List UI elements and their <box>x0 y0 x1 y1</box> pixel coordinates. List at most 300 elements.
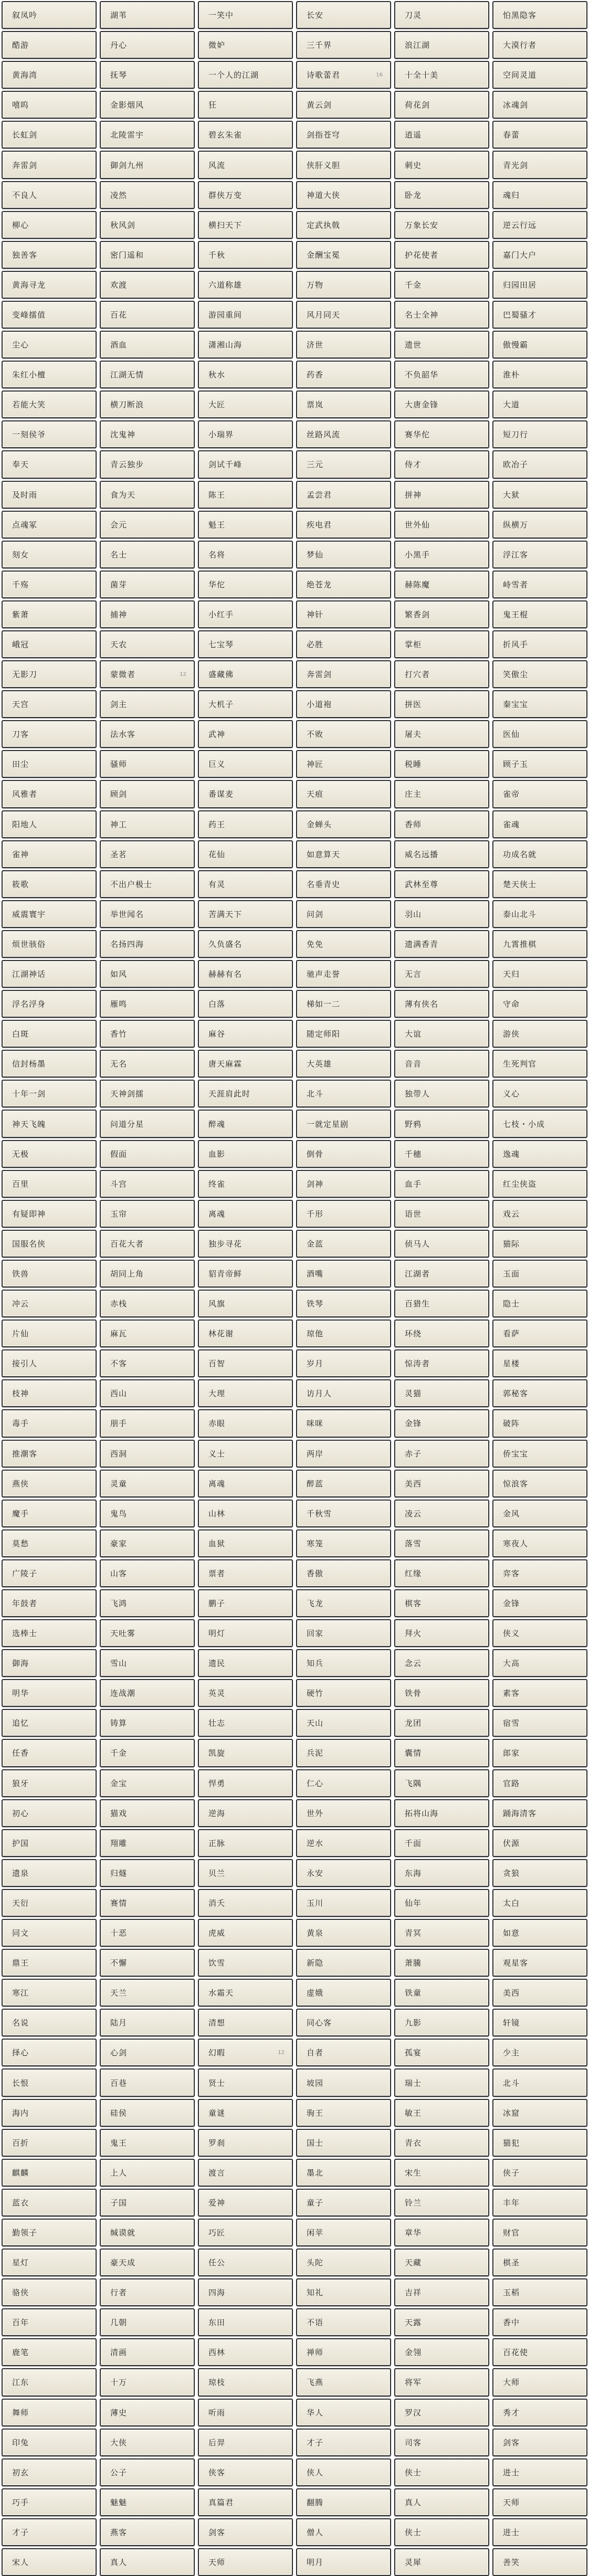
title-cell[interactable] <box>100 1979 195 2007</box>
title-cell[interactable] <box>296 1649 391 1677</box>
title-cell[interactable] <box>198 1170 293 1198</box>
title-cell[interactable] <box>492 2099 587 2127</box>
title-cell[interactable] <box>198 2458 293 2486</box>
title-cell[interactable] <box>492 1679 587 1707</box>
title-cell[interactable] <box>100 301 195 329</box>
title-cell[interactable] <box>296 870 391 898</box>
title-cell[interactable] <box>296 2399 391 2426</box>
title-cell[interactable] <box>394 1859 489 1887</box>
title-cell[interactable] <box>100 2129 195 2157</box>
title-cell[interactable] <box>492 2488 587 2516</box>
title-cell[interactable] <box>100 1829 195 1857</box>
title-cell[interactable] <box>198 690 293 718</box>
title-cell[interactable] <box>394 31 489 59</box>
title-cell[interactable] <box>198 2488 293 2516</box>
title-cell[interactable] <box>394 960 489 988</box>
title-cell[interactable] <box>296 2518 391 2546</box>
title-cell[interactable] <box>2 840 97 868</box>
title-cell[interactable] <box>198 1200 293 1228</box>
title-cell[interactable] <box>296 2099 391 2127</box>
title-cell[interactable] <box>2 1319 97 1347</box>
title-cell[interactable] <box>100 2278 195 2306</box>
title-cell[interactable] <box>198 1919 293 1947</box>
title-cell[interactable] <box>2 2458 97 2486</box>
title-cell[interactable] <box>100 1379 195 1407</box>
title-cell[interactable] <box>198 1260 293 1287</box>
title-cell[interactable] <box>492 481 587 509</box>
title-cell[interactable] <box>2 61 97 89</box>
title-cell[interactable] <box>296 2488 391 2516</box>
title-cell[interactable] <box>394 1829 489 1857</box>
title-cell[interactable] <box>100 1349 195 1377</box>
title-cell[interactable] <box>394 1949 489 1977</box>
title-cell[interactable] <box>100 990 195 1018</box>
title-cell[interactable] <box>394 990 489 1018</box>
title-cell[interactable] <box>2 151 97 178</box>
title-cell[interactable] <box>198 61 293 89</box>
title-cell[interactable] <box>198 1409 293 1437</box>
title-cell[interactable] <box>492 1799 587 1827</box>
title-cell[interactable] <box>100 720 195 748</box>
title-cell[interactable] <box>198 2009 293 2036</box>
title-cell[interactable] <box>492 1440 587 1468</box>
title-cell[interactable] <box>296 1679 391 1707</box>
title-cell[interactable] <box>198 1799 293 1827</box>
title-cell[interactable] <box>198 1140 293 1168</box>
title-cell[interactable] <box>394 930 489 958</box>
title-cell[interactable] <box>296 1230 391 1258</box>
title-cell[interactable] <box>492 1829 587 1857</box>
title-cell[interactable] <box>2 990 97 1018</box>
title-cell[interactable] <box>2 1739 97 1767</box>
title-cell[interactable] <box>2 1769 97 1797</box>
title-cell[interactable] <box>100 840 195 868</box>
title-cell[interactable] <box>100 121 195 149</box>
title-cell[interactable] <box>296 271 391 299</box>
title-cell[interactable] <box>100 870 195 898</box>
title-cell[interactable] <box>2 2219 97 2246</box>
title-cell[interactable] <box>2 1170 97 1198</box>
title-cell[interactable] <box>100 660 195 688</box>
title-cell[interactable] <box>2 271 97 299</box>
title-cell[interactable] <box>492 1739 587 1767</box>
title-cell[interactable] <box>394 2189 489 2216</box>
title-cell[interactable] <box>2 1050 97 1078</box>
title-cell[interactable] <box>492 2039 587 2066</box>
title-cell[interactable] <box>2 2099 97 2127</box>
title-cell[interactable] <box>2 1200 97 1228</box>
title-cell[interactable] <box>100 1649 195 1677</box>
title-cell[interactable] <box>296 1050 391 1078</box>
title-cell[interactable] <box>492 2458 587 2486</box>
title-cell[interactable] <box>100 1140 195 1168</box>
title-cell[interactable] <box>296 1500 391 1527</box>
title-cell[interactable] <box>296 900 391 928</box>
title-cell[interactable] <box>492 1559 587 1587</box>
title-cell[interactable] <box>296 481 391 509</box>
title-cell[interactable] <box>198 390 293 418</box>
title-cell[interactable] <box>2 1529 97 1557</box>
title-cell[interactable] <box>296 31 391 59</box>
title-cell[interactable] <box>198 2278 293 2306</box>
title-cell[interactable] <box>492 900 587 928</box>
title-cell[interactable] <box>100 181 195 209</box>
title-cell[interactable] <box>492 151 587 178</box>
title-cell[interactable] <box>296 990 391 1018</box>
title-cell[interactable] <box>394 211 489 239</box>
title-cell[interactable] <box>296 1470 391 1497</box>
title-cell[interactable] <box>198 1889 293 1917</box>
title-cell[interactable] <box>2 31 97 59</box>
title-cell[interactable] <box>100 390 195 418</box>
title-cell[interactable] <box>2 1559 97 1587</box>
title-cell[interactable] <box>2 420 97 448</box>
title-cell[interactable] <box>2 1440 97 1468</box>
title-cell[interactable] <box>492 1349 587 1377</box>
title-cell[interactable] <box>2 810 97 838</box>
title-cell[interactable] <box>198 301 293 329</box>
title-cell[interactable] <box>100 2399 195 2426</box>
title-cell[interactable] <box>492 750 587 778</box>
title-cell[interactable] <box>198 2518 293 2546</box>
title-cell[interactable] <box>100 1919 195 1947</box>
title-cell[interactable] <box>198 930 293 958</box>
title-cell[interactable] <box>394 301 489 329</box>
title-cell[interactable] <box>492 2068 587 2096</box>
title-cell[interactable] <box>100 1529 195 1557</box>
title-cell[interactable] <box>492 331 587 358</box>
title-cell[interactable] <box>492 840 587 868</box>
title-cell[interactable] <box>2 301 97 329</box>
title-cell[interactable] <box>296 1589 391 1617</box>
title-cell[interactable] <box>2 331 97 358</box>
title-cell[interactable] <box>296 2039 391 2066</box>
title-cell[interactable] <box>2 1589 97 1617</box>
title-cell[interactable] <box>492 1 587 29</box>
title-cell[interactable] <box>394 1979 489 2007</box>
title-cell[interactable] <box>2 1979 97 2007</box>
title-cell[interactable] <box>394 1080 489 1107</box>
title-cell[interactable] <box>296 1319 391 1347</box>
title-cell[interactable] <box>100 1949 195 1977</box>
title-cell[interactable] <box>198 840 293 868</box>
title-cell[interactable] <box>492 1140 587 1168</box>
title-cell[interactable] <box>100 2159 195 2187</box>
title-cell[interactable] <box>100 1470 195 1497</box>
title-cell[interactable] <box>296 1290 391 1317</box>
title-cell[interactable] <box>492 271 587 299</box>
title-cell[interactable] <box>2 690 97 718</box>
title-cell[interactable] <box>492 630 587 658</box>
title-cell[interactable] <box>492 1319 587 1347</box>
title-cell[interactable] <box>198 1500 293 1527</box>
title-cell[interactable] <box>394 2518 489 2546</box>
title-cell[interactable] <box>198 2338 293 2366</box>
title-cell[interactable] <box>394 2039 489 2066</box>
title-cell[interactable] <box>492 571 587 598</box>
title-cell[interactable] <box>100 2518 195 2546</box>
title-cell[interactable] <box>492 2308 587 2336</box>
title-cell[interactable] <box>198 630 293 658</box>
title-cell[interactable] <box>198 2129 293 2157</box>
title-cell[interactable] <box>2 660 97 688</box>
title-cell[interactable] <box>198 361 293 388</box>
title-cell[interactable] <box>100 450 195 478</box>
title-cell[interactable] <box>394 1619 489 1647</box>
title-cell[interactable] <box>100 960 195 988</box>
title-cell[interactable] <box>394 2099 489 2127</box>
title-cell[interactable] <box>2 1349 97 1377</box>
title-cell[interactable] <box>100 31 195 59</box>
title-cell[interactable] <box>394 181 489 209</box>
title-cell[interactable] <box>198 1559 293 1587</box>
title-cell[interactable] <box>296 600 391 628</box>
title-cell[interactable] <box>492 960 587 988</box>
title-cell[interactable] <box>394 2219 489 2246</box>
title-cell[interactable] <box>198 1230 293 1258</box>
title-cell[interactable] <box>198 2039 293 2066</box>
title-cell[interactable] <box>394 750 489 778</box>
title-cell[interactable] <box>394 1409 489 1437</box>
title-cell[interactable] <box>2 2518 97 2546</box>
title-cell[interactable] <box>198 750 293 778</box>
title-cell[interactable] <box>492 1979 587 2007</box>
title-cell[interactable] <box>2 900 97 928</box>
title-cell[interactable] <box>394 1470 489 1497</box>
title-cell[interactable] <box>100 2189 195 2216</box>
title-cell[interactable] <box>394 1379 489 1407</box>
title-cell[interactable] <box>492 2518 587 2546</box>
title-cell[interactable] <box>296 2278 391 2306</box>
title-cell[interactable] <box>492 2248 587 2276</box>
title-cell[interactable] <box>100 1440 195 1468</box>
title-cell[interactable] <box>100 690 195 718</box>
title-cell[interactable] <box>296 1949 391 1977</box>
title-cell[interactable] <box>394 1500 489 1527</box>
title-cell[interactable] <box>198 1679 293 1707</box>
title-cell[interactable] <box>198 481 293 509</box>
title-cell[interactable] <box>2 181 97 209</box>
title-cell[interactable] <box>198 271 293 299</box>
title-cell[interactable] <box>100 1739 195 1767</box>
title-cell[interactable] <box>198 331 293 358</box>
title-cell[interactable] <box>394 1440 489 1468</box>
title-cell[interactable] <box>100 1080 195 1107</box>
title-cell[interactable] <box>296 930 391 958</box>
title-cell[interactable] <box>2 1919 97 1947</box>
title-cell[interactable] <box>492 241 587 269</box>
title-cell[interactable] <box>492 1500 587 1527</box>
title-cell[interactable] <box>296 2548 391 2576</box>
title-cell[interactable] <box>100 151 195 178</box>
title-cell[interactable] <box>100 1679 195 1707</box>
title-cell[interactable] <box>394 1739 489 1767</box>
title-cell[interactable] <box>198 1649 293 1677</box>
title-cell[interactable] <box>198 450 293 478</box>
title-cell[interactable] <box>2 450 97 478</box>
title-cell[interactable] <box>198 660 293 688</box>
title-cell[interactable] <box>100 1619 195 1647</box>
title-cell[interactable] <box>198 181 293 209</box>
title-cell[interactable] <box>394 1889 489 1917</box>
title-cell[interactable] <box>296 1709 391 1737</box>
title-cell[interactable] <box>296 121 391 149</box>
title-cell[interactable] <box>492 450 587 478</box>
title-cell[interactable] <box>296 361 391 388</box>
title-cell[interactable] <box>296 660 391 688</box>
title-cell[interactable] <box>492 660 587 688</box>
title-cell[interactable] <box>394 2488 489 2516</box>
title-cell[interactable] <box>394 1110 489 1137</box>
title-cell[interactable] <box>394 2159 489 2187</box>
title-cell[interactable] <box>100 1799 195 1827</box>
title-cell[interactable] <box>2 1619 97 1647</box>
title-cell[interactable] <box>296 960 391 988</box>
title-cell[interactable] <box>296 541 391 568</box>
title-cell[interactable] <box>492 2368 587 2396</box>
title-cell[interactable] <box>2 2308 97 2336</box>
title-cell[interactable] <box>296 2068 391 2096</box>
title-cell[interactable] <box>296 2009 391 2036</box>
title-cell[interactable] <box>394 361 489 388</box>
title-cell[interactable] <box>100 420 195 448</box>
title-cell[interactable] <box>492 2429 587 2456</box>
title-cell[interactable] <box>100 750 195 778</box>
title-cell[interactable] <box>394 331 489 358</box>
title-cell[interactable] <box>296 91 391 119</box>
title-cell[interactable] <box>492 2338 587 2366</box>
title-cell[interactable] <box>394 1290 489 1317</box>
title-cell[interactable] <box>394 121 489 149</box>
title-cell[interactable] <box>492 1110 587 1137</box>
title-cell[interactable] <box>198 1949 293 1977</box>
title-cell[interactable] <box>198 1 293 29</box>
title-cell[interactable] <box>100 1110 195 1137</box>
title-cell[interactable] <box>492 1529 587 1557</box>
title-cell[interactable] <box>296 390 391 418</box>
title-cell[interactable] <box>100 2458 195 2486</box>
title-cell[interactable] <box>2 511 97 539</box>
title-cell[interactable] <box>492 1260 587 1287</box>
title-cell[interactable] <box>100 630 195 658</box>
title-cell[interactable] <box>198 2159 293 2187</box>
title-cell[interactable] <box>296 450 391 478</box>
title-cell[interactable] <box>100 2099 195 2127</box>
title-cell[interactable] <box>394 870 489 898</box>
title-cell[interactable] <box>296 1619 391 1647</box>
title-cell[interactable] <box>2 241 97 269</box>
title-cell[interactable] <box>198 2189 293 2216</box>
title-cell[interactable] <box>296 2219 391 2246</box>
title-cell[interactable] <box>492 181 587 209</box>
title-cell[interactable] <box>198 151 293 178</box>
title-cell[interactable] <box>296 1769 391 1797</box>
title-cell[interactable] <box>2 2399 97 2426</box>
title-cell[interactable] <box>296 151 391 178</box>
title-cell[interactable] <box>198 2399 293 2426</box>
title-cell[interactable] <box>100 2219 195 2246</box>
title-cell[interactable] <box>492 91 587 119</box>
title-cell[interactable] <box>394 900 489 928</box>
title-cell[interactable] <box>296 2248 391 2276</box>
title-cell[interactable] <box>492 2219 587 2246</box>
title-cell[interactable] <box>296 720 391 748</box>
title-cell[interactable] <box>2 750 97 778</box>
title-cell[interactable] <box>2 930 97 958</box>
title-cell[interactable] <box>198 1110 293 1137</box>
title-cell[interactable] <box>2 870 97 898</box>
title-cell[interactable] <box>296 241 391 269</box>
title-cell[interactable] <box>492 1170 587 1198</box>
title-cell[interactable] <box>100 1559 195 1587</box>
title-cell[interactable] <box>492 361 587 388</box>
title-cell[interactable] <box>296 1529 391 1557</box>
title-cell[interactable] <box>2 541 97 568</box>
title-cell[interactable] <box>492 121 587 149</box>
title-cell[interactable] <box>100 930 195 958</box>
title-cell[interactable] <box>198 900 293 928</box>
title-cell[interactable] <box>394 1050 489 1078</box>
title-cell[interactable] <box>198 960 293 988</box>
title-cell[interactable] <box>394 1020 489 1048</box>
title-cell[interactable] <box>198 1050 293 1078</box>
title-cell[interactable] <box>2 2429 97 2456</box>
title-cell[interactable] <box>394 690 489 718</box>
title-cell[interactable] <box>2 1649 97 1677</box>
title-cell[interactable] <box>198 600 293 628</box>
title-cell[interactable] <box>492 870 587 898</box>
title-cell[interactable] <box>492 1200 587 1228</box>
title-cell[interactable] <box>394 840 489 868</box>
title-cell[interactable] <box>100 1260 195 1287</box>
title-cell[interactable] <box>198 1290 293 1317</box>
title-cell[interactable] <box>296 331 391 358</box>
title-cell[interactable] <box>296 1170 391 1198</box>
title-cell[interactable] <box>2 2278 97 2306</box>
title-cell[interactable] <box>198 2368 293 2396</box>
title-cell[interactable] <box>2 720 97 748</box>
title-cell[interactable] <box>394 1679 489 1707</box>
title-cell[interactable] <box>100 1230 195 1258</box>
title-cell[interactable] <box>492 2548 587 2576</box>
title-cell[interactable] <box>492 1889 587 1917</box>
title-cell[interactable] <box>492 390 587 418</box>
title-cell[interactable] <box>296 1859 391 1887</box>
title-cell[interactable] <box>100 91 195 119</box>
title-cell[interactable] <box>394 720 489 748</box>
title-cell[interactable] <box>394 2368 489 2396</box>
title-cell[interactable] <box>394 1170 489 1198</box>
title-cell[interactable] <box>394 1709 489 1737</box>
title-cell[interactable] <box>492 2399 587 2426</box>
title-cell[interactable] <box>100 1050 195 1078</box>
title-cell[interactable] <box>296 690 391 718</box>
title-cell[interactable] <box>296 1 391 29</box>
title-cell[interactable] <box>2 481 97 509</box>
title-cell[interactable] <box>394 450 489 478</box>
title-cell[interactable] <box>492 1409 587 1437</box>
title-cell[interactable] <box>100 2488 195 2516</box>
title-cell[interactable] <box>100 2009 195 2036</box>
title-cell[interactable] <box>100 2308 195 2336</box>
title-cell[interactable] <box>394 2129 489 2157</box>
title-cell[interactable] <box>296 840 391 868</box>
title-cell[interactable] <box>492 2009 587 2036</box>
title-cell[interactable] <box>100 331 195 358</box>
title-cell[interactable] <box>2 1889 97 1917</box>
title-cell[interactable] <box>100 1319 195 1347</box>
title-cell[interactable] <box>394 1589 489 1617</box>
